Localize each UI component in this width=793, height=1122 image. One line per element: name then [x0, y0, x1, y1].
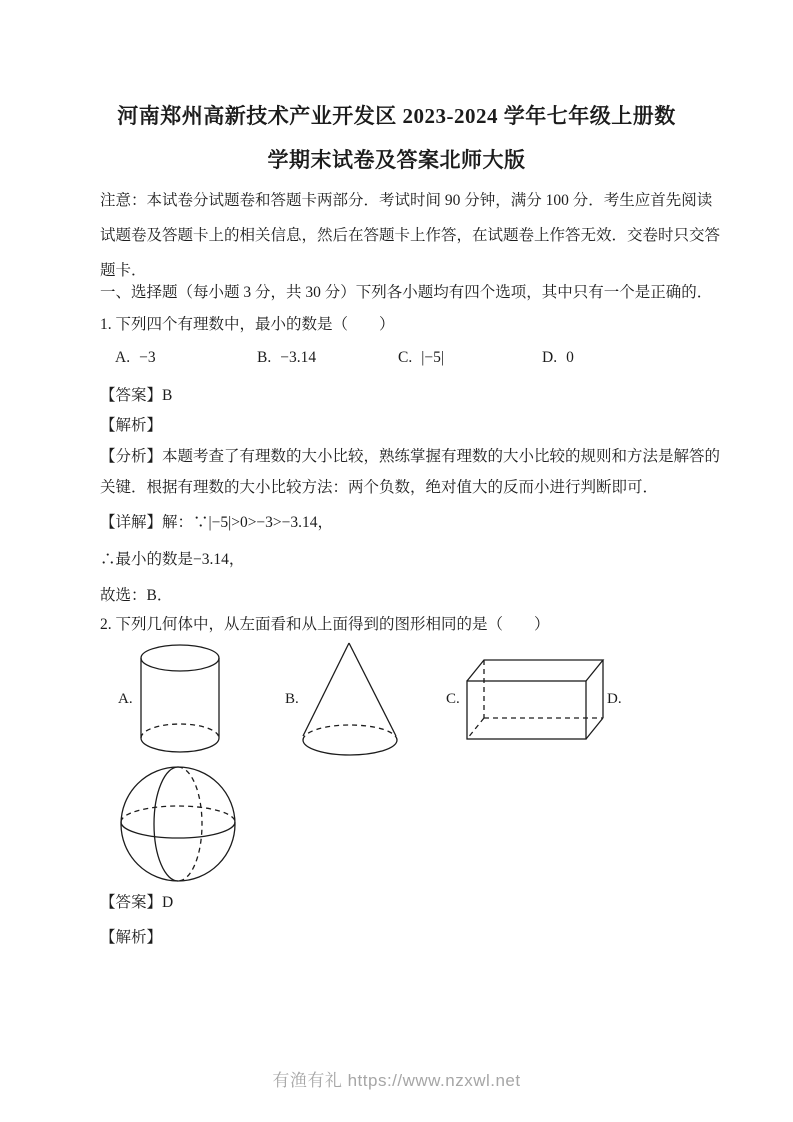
- option-d-label: D.: [542, 349, 558, 366]
- option-b: [257, 349, 316, 367]
- section-1-heading: 一、选择题（每小题 3 分，共 30 分）下列各小题均有四个选项，其中只有一个是正确的．: [100, 284, 713, 301]
- figure-label-a: A.: [118, 691, 133, 707]
- question-1-stem: 1. 下列四个有理数中，最小的数是（ ）: [100, 316, 395, 333]
- question-1-choice: 故选：B．: [100, 587, 173, 604]
- option-d-value: 0: [566, 349, 574, 366]
- question-2-analysis-header: 【解析】: [100, 929, 163, 946]
- figure-label-b: B.: [285, 691, 299, 707]
- question-1-answer: [100, 385, 700, 407]
- option-d: [542, 349, 574, 367]
- figure-label-d: D.: [607, 691, 622, 707]
- question-1-analysis: [100, 441, 721, 503]
- analysis-line2: 关键．根据有理数的大小比较方法：两个负数，绝对值大的反而小进行判断即可．: [100, 479, 659, 496]
- notice-line3: 题卡．: [100, 262, 147, 279]
- question-2-answer: [100, 892, 700, 914]
- option-b-label: B.: [257, 349, 272, 366]
- answer-label: 【答案】: [100, 894, 163, 911]
- option-a-value: −3: [139, 349, 156, 366]
- option-b-value: −3.14: [280, 349, 317, 366]
- page-title: [0, 94, 793, 182]
- figure-label-c: C.: [446, 691, 460, 707]
- footer-watermark: 有渔有礼 https://www.nzxwl.net: [272, 1071, 521, 1090]
- question-1-options: [0, 349, 793, 373]
- answer-label: 【答案】: [100, 387, 163, 404]
- sphere-figure: [121, 767, 235, 881]
- question-1-detail: 【详解】解：∵|−5|>0>−3>−3.14，: [100, 514, 334, 531]
- page-title-line2: 学期末试卷及答案北师大版: [267, 148, 526, 172]
- cone-figure: [303, 643, 397, 755]
- option-a: [115, 349, 156, 367]
- notice-paragraph: [100, 183, 721, 288]
- answer-value: D: [162, 894, 174, 911]
- page-title-line1: 河南郑州高新技术产业开发区 2023-2024 学年七年级上册数: [117, 104, 676, 128]
- question-2-stem: 2. 下列几何体中，从左面看和从上面得到的图形相同的是（ ）: [100, 616, 550, 633]
- question-1-conclusion: ∴最小的数是−3.14，: [100, 551, 245, 568]
- option-c-value: |−5|: [421, 349, 444, 366]
- option-c: [398, 349, 444, 367]
- cylinder-figure: [141, 645, 219, 752]
- option-a-label: A.: [115, 349, 131, 366]
- question-2-figures: [90, 635, 650, 890]
- analysis-line1: 【分析】本题考查了有理数的大小比较，熟练掌握有理数的大小比较的规则和方法是解答的: [100, 448, 721, 465]
- notice-line1: 注意：本试卷分试题卷和答题卡两部分．考试时间 90 分钟，满分 100 分．考生应首先阅读: [100, 192, 713, 209]
- answer-value: B: [162, 387, 173, 404]
- question-1-analysis-header: 【解析】: [100, 417, 163, 434]
- cuboid-figure: [467, 660, 603, 739]
- notice-line2: 试题卷及答题卡上的相关信息，然后在答题卡上作答，在试题卷上作答无效．交卷时只交答: [100, 227, 721, 244]
- option-c-label: C.: [398, 349, 413, 366]
